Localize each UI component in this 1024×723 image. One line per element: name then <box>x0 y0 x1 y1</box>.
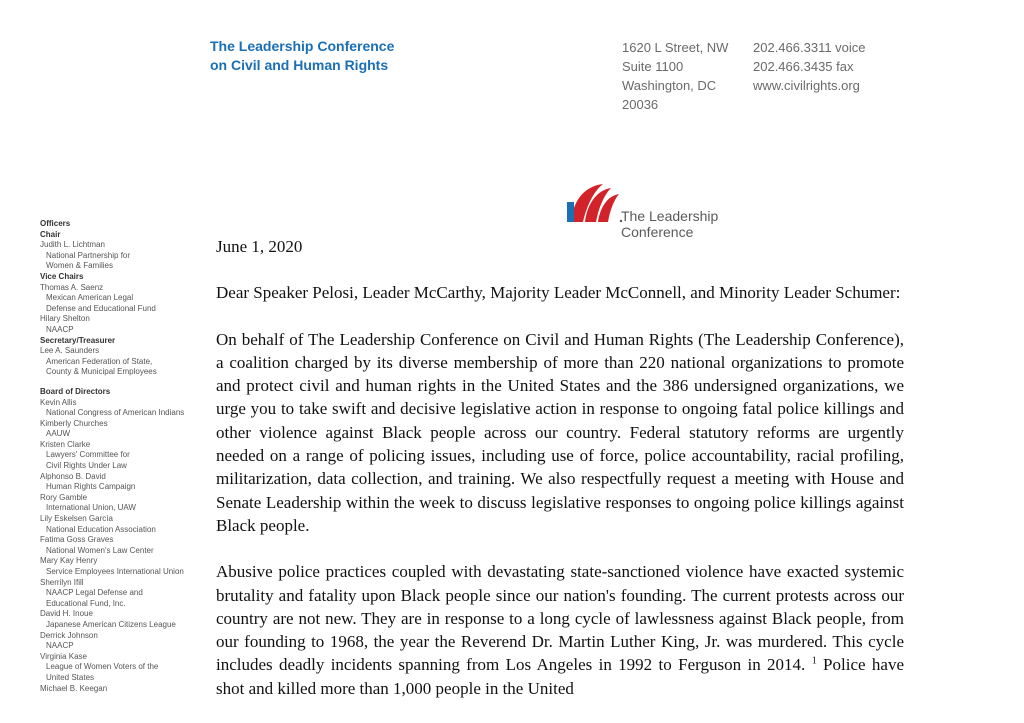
address-line: 20036 <box>622 97 659 112</box>
board-member-affiliation: National Education Association <box>46 524 156 534</box>
officer-affiliation: County & Municipal Employees <box>46 367 157 377</box>
officers-heading: Officers <box>40 219 71 228</box>
secretary-heading: Secretary/Treasurer <box>40 335 116 345</box>
board-member-name: Kevin Allis <box>40 397 77 407</box>
phone-fax: 202.466.3435 fax <box>753 59 854 74</box>
board-member-affiliation: Service Employees International Union <box>46 567 184 576</box>
address-line: 1620 L Street, NW <box>622 40 729 55</box>
board-member-affiliation: League of Women Voters of the <box>46 662 159 672</box>
officer-affiliation: National Partnership for <box>46 250 131 260</box>
logo-line2: Conference <box>621 224 694 240</box>
officer-name: Judith L. Lichtman <box>40 240 105 250</box>
board-member-affiliation: International Union, UAW <box>46 503 136 513</box>
board-member-name: Michael B. Keegan <box>40 683 108 693</box>
board-member-affiliation: Lawyers' Committee for <box>46 450 130 460</box>
board-member-affiliation: NAACP <box>46 641 74 651</box>
board-member-affiliation: Japanese American Citizens League <box>46 619 176 629</box>
board-member-name: Mary Kay Henry <box>40 556 98 566</box>
address-line: Washington, DC <box>622 78 717 93</box>
phone-voice: 202.466.3311 voice <box>753 40 866 55</box>
footnote-reference[interactable]: 1 <box>811 655 817 667</box>
board-member-name: Kimberly Churches <box>40 418 108 428</box>
website-link[interactable]: www.civilrights.org <box>753 78 860 93</box>
board-member-name: Derrick Johnson <box>40 630 98 640</box>
officer-affiliation: Women & Families <box>46 261 113 271</box>
logo-line1: The Leadership <box>621 208 719 224</box>
letter-body <box>216 235 904 723</box>
paragraph-text: Police have shot and killed more than 1,000 people in the United <box>216 655 904 698</box>
letter-date: June 1, 2020 <box>216 237 303 256</box>
letter-paragraph: On behalf of The Leadership Conference on Civil and Human Rights (The Leadership Conference), a coalition charged by its diverse membership of more than 220 national organizations to promote and protect civil and human rights in the United States and the 386 undersigned organizations, we urge you to take swift and decisive legislative action in response to ongoing fatal police killings and other violence against Black people across our country. Federal statutory reforms are urgently needed on a range of policing issues, including use of force, police accountability, racial profiling, militarization, data collection, and training. We also respectfully request a meeting with House and Senate Leadership within the week to discuss legislative responses to ongoing police killings against Black people. <box>216 329 904 535</box>
board-member-name: Lily Eskelsen García <box>40 514 113 524</box>
board-member-affiliation: Human Rights Campaign <box>46 482 136 492</box>
board-member-name: Virginia Kase <box>40 651 87 661</box>
vice-chairs-heading: Vice Chairs <box>40 271 84 281</box>
org-name-line1: The Leadership Conference <box>210 38 395 54</box>
officers-sidebar <box>40 219 205 694</box>
contact-block <box>753 38 866 95</box>
officer-name: Hilary Shelton <box>40 314 90 324</box>
organization-name <box>210 37 394 75</box>
board-heading: Board of Directors <box>40 386 111 396</box>
address-line: Suite 1100 <box>622 59 684 74</box>
board-member-affiliation: NAACP Legal Defense and <box>46 588 143 598</box>
leadership-conference-logo <box>565 178 735 240</box>
board-member-affiliation: National Women's Law Center <box>46 545 154 555</box>
officer-name: Lee A. Saunders <box>40 346 100 356</box>
board-member-name: Rory Gamble <box>40 492 88 502</box>
officer-affiliation: American Federation of State, <box>46 356 153 366</box>
chair-heading: Chair <box>40 229 61 239</box>
board-member-affiliation: United States <box>46 672 95 682</box>
board-member-name: Alphonso B. David <box>40 471 106 481</box>
officer-affiliation: NAACP <box>46 324 74 334</box>
officer-affiliation: Mexican American Legal <box>46 293 134 303</box>
org-name-line2: on Civil and Human Rights <box>210 57 389 73</box>
board-member-affiliation: Educational Fund, Inc. <box>46 598 126 608</box>
board-member-affiliation: National Congress of American Indians <box>46 408 185 418</box>
board-member-name: Kristen Clarke <box>40 439 91 449</box>
logo-arcs-icon <box>565 178 625 226</box>
officer-name: Thomas A. Saenz <box>40 282 104 292</box>
address-block <box>622 38 728 114</box>
board-member-affiliation: Civil Rights Under Law <box>46 461 127 471</box>
letter-paragraph <box>216 560 904 700</box>
board-member-name: David H. Inoue <box>40 609 93 619</box>
board-member-affiliation: AAUW <box>46 429 70 439</box>
board-member-name: Fatima Goss Graves <box>40 535 114 545</box>
board-member-name: Sherrilyn Ifill <box>40 577 84 587</box>
paragraph-text: Abusive police practices coupled with devastating state-sanctioned violence have exacted systemic brutality and fatality upon Black people since our nation's founding. The current protests across our country are not new. They are in response to a long cycle of lawlessness against Black people, from our founding to 1968, the year the Reverend Dr. Martin Luther King, Jr. was murdered. This cycle includes deadly incidents spanning from Los Angeles in 1992 to Ferguson in 2014. <box>216 562 904 675</box>
officer-affiliation: Defense and Educational Fund <box>46 303 156 313</box>
letter-salutation: Dear Speaker Pelosi, Leader McCarthy, Majority Leader McConnell, and Minority Leader Schumer: <box>216 283 901 303</box>
